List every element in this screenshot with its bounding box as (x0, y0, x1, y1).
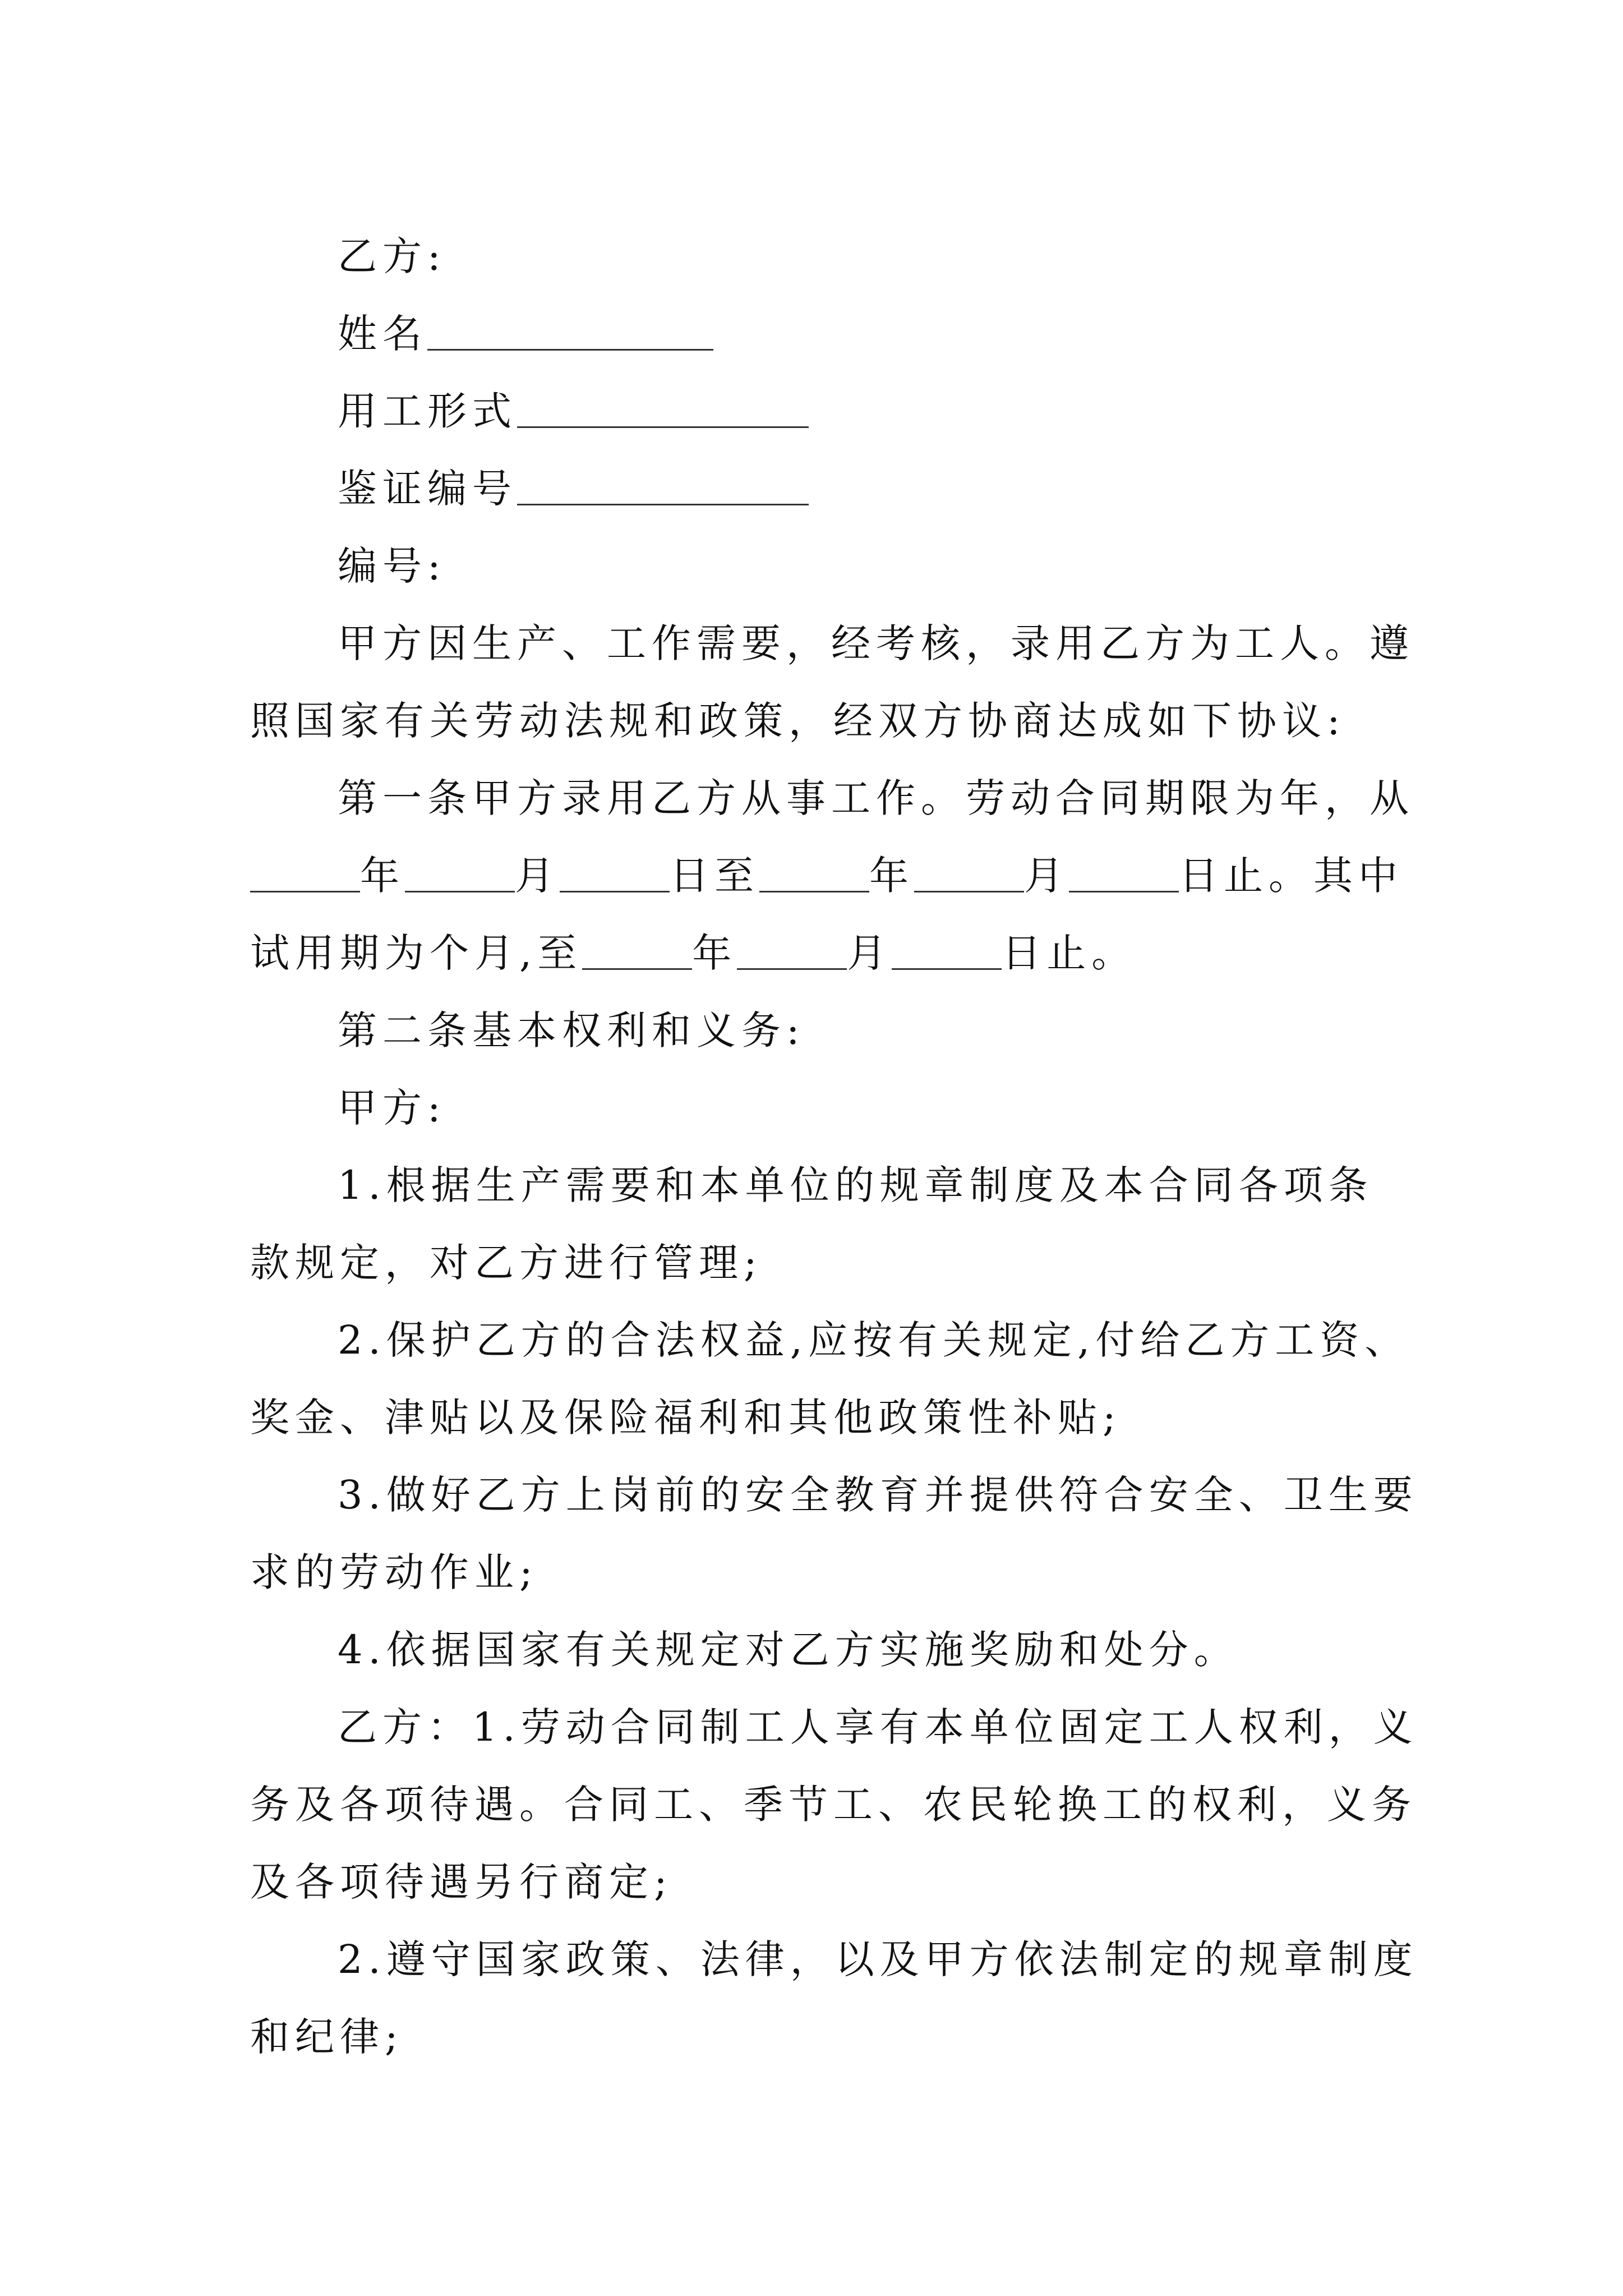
name-blank (427, 310, 713, 351)
start-day-blank (560, 852, 670, 892)
party-a-item-1-line-1: 1.根据生产需要和本单位的规章制度及本合同各项条 (338, 1162, 1373, 1208)
probation-day-blank (892, 929, 1002, 970)
day-end-label: 日止。 (1002, 930, 1137, 976)
day-end-label: 日止。其中 (1179, 853, 1403, 899)
party-b-item-1-line-3: 及各项待遇另行商定; (250, 1859, 673, 1905)
party-b-item-2-line-2: 和纪律; (250, 2014, 404, 2060)
name-label: 姓名 (338, 311, 427, 357)
party-a-label: 甲方: (338, 1085, 446, 1131)
year-label: 年 (360, 853, 405, 899)
party-b-item-2-line-1: 2.遵守国家政策、法律，以及甲方依法制定的规章制度 (338, 1936, 1418, 1982)
year-label: 年 (869, 853, 914, 899)
year-label: 年 (692, 930, 737, 976)
party-a-item-2-line-2: 奖金、津贴以及保险福利和其他政策性补贴; (250, 1395, 1122, 1441)
end-day-blank (1069, 852, 1179, 892)
intro-line-1: 甲方因生产、工作需要，经考核，录用乙方为工人。遵 (338, 620, 1414, 666)
party-a-item-4-line-1: 4.依据国家有关规定对乙方实施奖励和处分。 (338, 1627, 1239, 1673)
employment-form-blank (517, 387, 809, 428)
end-month-blank (914, 852, 1024, 892)
probation-month-blank (737, 929, 847, 970)
month-label: 月 (515, 853, 560, 899)
party-a-item-2-line-1: 2.保护乙方的合法权益,应按有关规定,付给乙方工资、 (338, 1317, 1410, 1363)
article2-heading: 第二条基本权利和义务: (338, 1007, 805, 1053)
month-label: 月 (847, 930, 892, 976)
contract-body (250, 218, 1418, 2076)
certification-no-label: 鉴证编号 (338, 466, 517, 512)
employment-form-label: 用工形式 (338, 388, 517, 434)
party-b-label: 乙方: (338, 233, 446, 279)
end-year-blank (759, 852, 869, 892)
day-to-label: 日至 (670, 853, 759, 899)
party-a-item-3-line-1: 3.做好乙方上岗前的安全教育并提供符合安全、卫生要 (338, 1472, 1418, 1518)
start-year-blank (250, 852, 360, 892)
probation-label: 试用期为个月,至 (250, 930, 583, 976)
start-month-blank (405, 852, 515, 892)
party-a-item-3-line-2: 求的劳动作业; (250, 1549, 538, 1595)
article1-date-line (250, 837, 1403, 914)
serial-no-label: 编号: (338, 543, 446, 589)
probation-year-blank (582, 929, 692, 970)
month-label: 月 (1024, 853, 1069, 899)
probation-line (250, 914, 1389, 992)
certification-no-row (250, 450, 1389, 527)
party-b-item-1-line-2: 务及各项待遇。合同工、季节工、农民轮换工的权利，义务 (250, 1782, 1417, 1828)
name-field-row (250, 295, 1389, 372)
article1-line-1: 第一条甲方录用乙方从事工作。劳动合同期限为年，从 (338, 775, 1414, 821)
party-b-item-1-line-1: 乙方：1.劳动合同制工人享有本单位固定工人权利，义 (338, 1704, 1418, 1750)
party-a-item-1-line-2: 款规定，对乙方进行管理; (250, 1240, 763, 1286)
employment-form-row (250, 372, 1389, 450)
intro-line-2: 照国家有关劳动法规和政策，经双方协商达成如下协议: (250, 698, 1346, 744)
certification-no-blank (517, 464, 809, 505)
